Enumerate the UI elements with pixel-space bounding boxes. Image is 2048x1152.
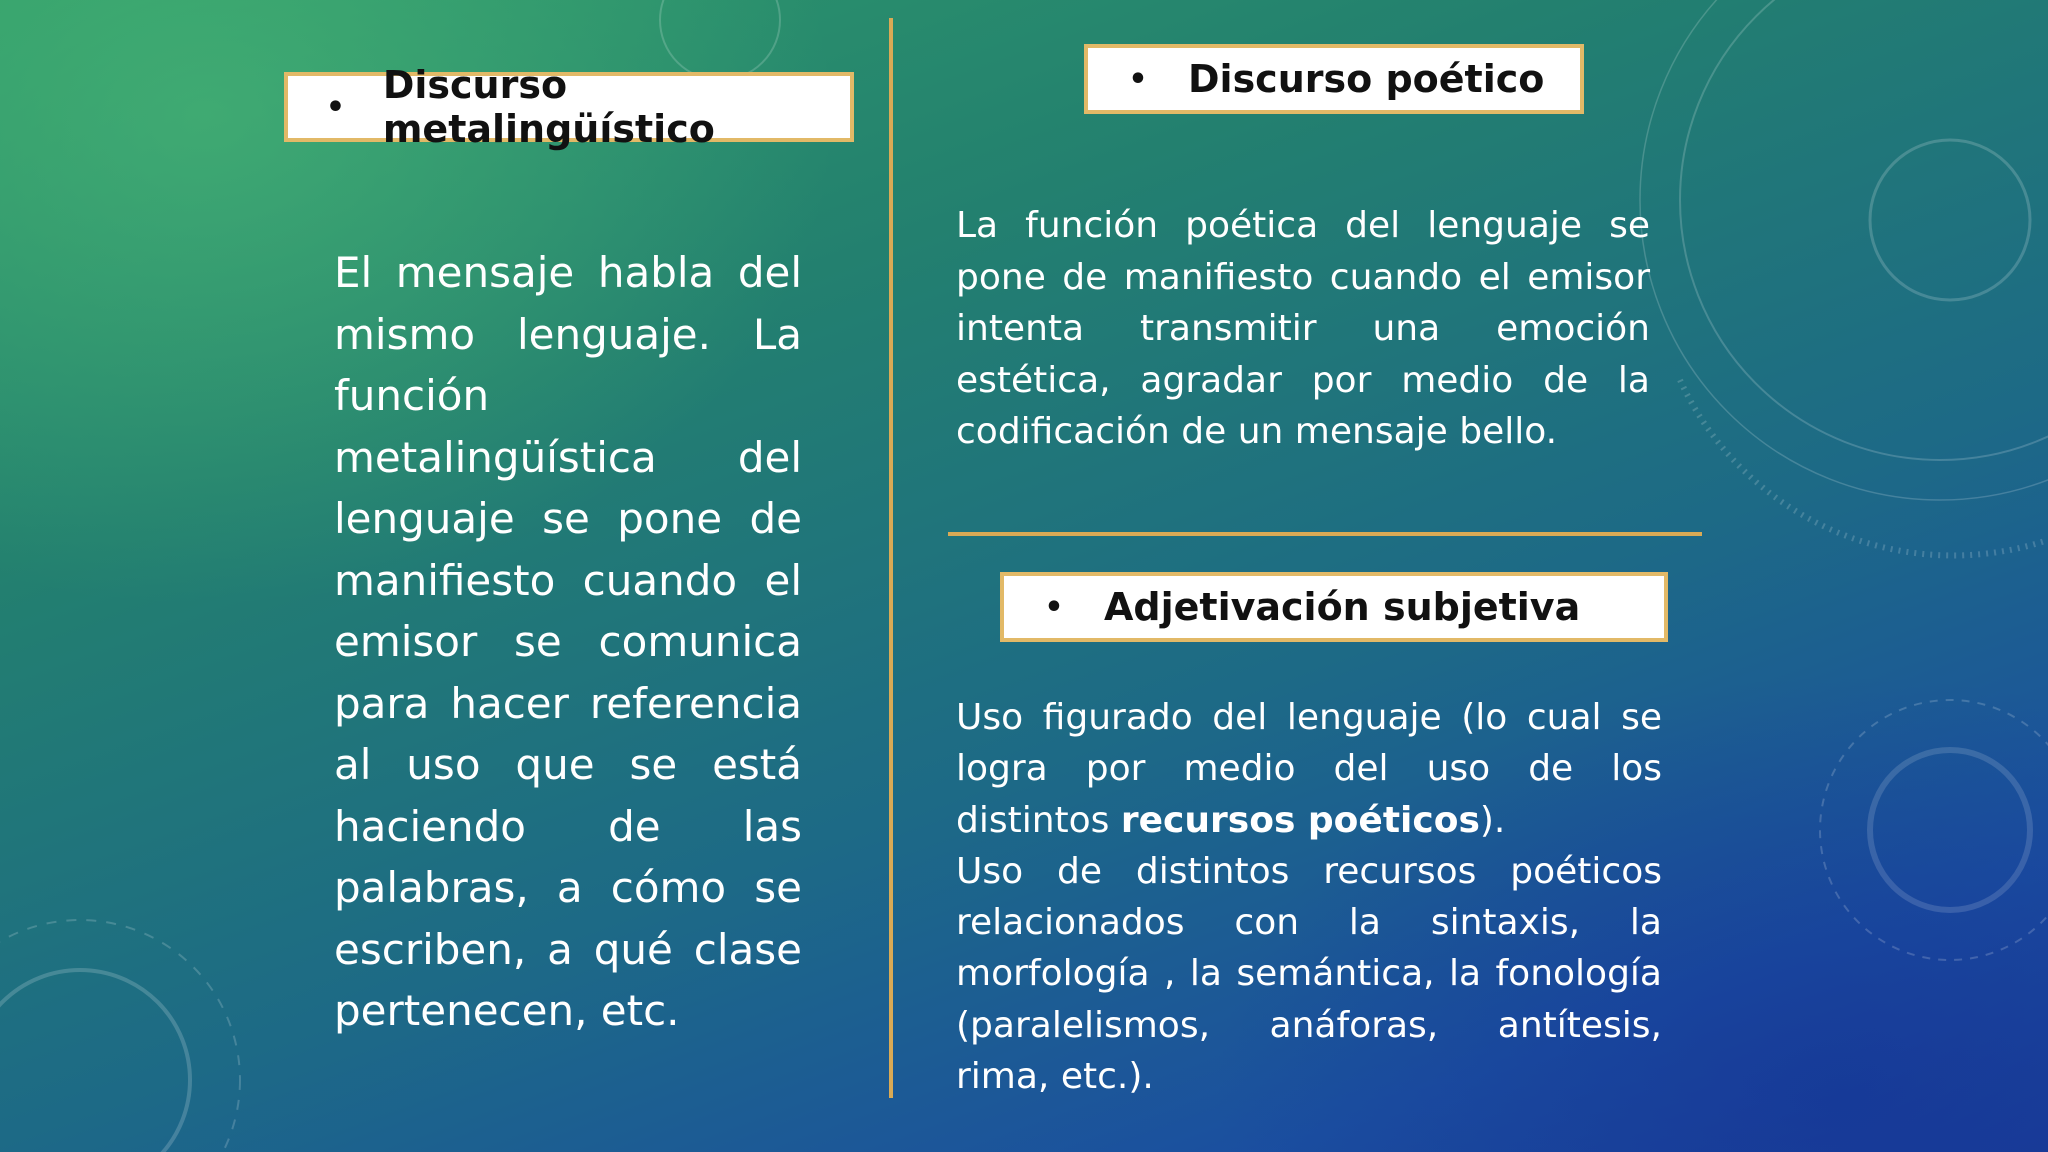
heading-subjective-adjectivation-label: Adjetivación subjetiva (1104, 585, 1581, 629)
poetic-text: La función poética del lenguaje se pone de manifiesto cuando el emisor intenta transmitir una emoción estética, agradar por medio de la codificación de un mensaje bello. (956, 205, 1650, 452)
vertical-divider (889, 18, 893, 1098)
subjective-paragraph-2: Uso de distintos recursos poéticos relacionados con la sintaxis, la morfología , la semántica, la fonología (paralelismos, anáforas, antítesis, rima, etc.). (956, 850, 1662, 1098)
poetic-description (956, 200, 1650, 458)
heading-subjective-adjectivation (1000, 572, 1668, 642)
horizontal-divider (948, 532, 1702, 536)
subjective-paragraph-1-start: Uso figurado del lenguaje (lo cual se logra por medio del uso de los distintos (956, 697, 1662, 841)
bullet: • (325, 89, 345, 125)
heading-poetic-label: Discurso poético (1188, 57, 1545, 101)
poetic-resources-emphasis: recursos poéticos (1120, 799, 1480, 841)
bullet: • (1128, 61, 1148, 97)
metalinguistic-text: El mensaje habla del mismo lenguaje. La función metalingüística del lenguaje se pone de manifiesto cuando el emisor se comunica para hacer referencia al uso que se está haciendo de las palabras, a cómo se escriben, a qué clase pertenecen, etc. (334, 248, 802, 1035)
heading-metalinguistic (284, 63, 854, 151)
heading-poetic (1084, 44, 1584, 114)
subjective-paragraph-1-end: ). (1479, 799, 1506, 841)
metalinguistic-description (334, 242, 802, 1042)
subjective-paragraph-1 (956, 692, 1662, 846)
subjective-adjectivation-description (956, 692, 1662, 1102)
heading-metalinguistic-label: Discurso metalingüístico (382, 63, 715, 151)
bullet: • (1044, 589, 1064, 625)
